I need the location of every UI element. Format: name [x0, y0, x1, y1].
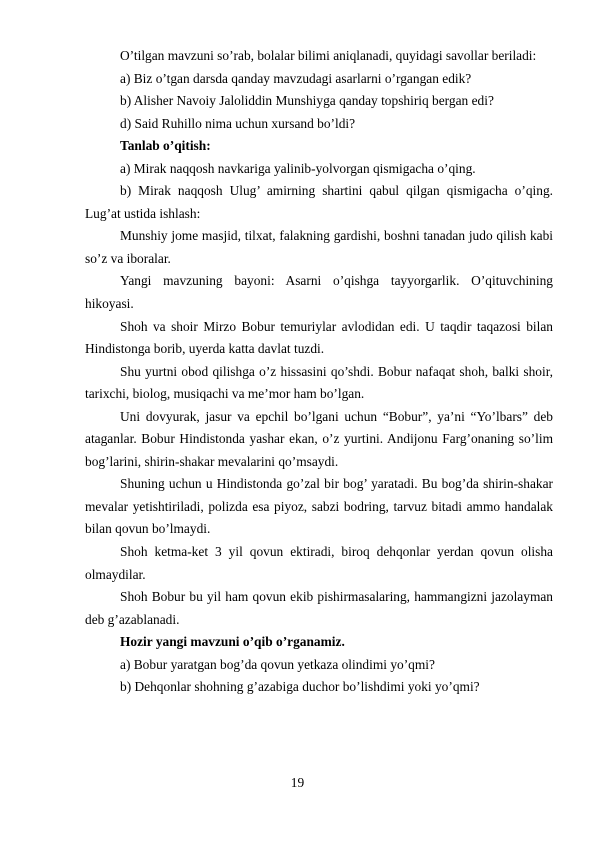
section-heading-new-topic: Hozir yangi mavzuni o’qib o’rganamiz. [120, 634, 345, 650]
story-paragraph-6: Shoh Bobur bu yil ham qovun ekib pishirmasalaring, hammangizni jazolayman deb g’azablanadi. [85, 589, 553, 627]
question-d: d) Said Ruhillo nima uchun xursand bo’ldi? [120, 115, 356, 131]
task-b: b) Mirak naqqosh Ulug’ amirning shartini qabul qilgan qismigacha o’qing. Lug’at ustida ishlash: [85, 183, 553, 221]
story-paragraph-4: Shuning uchun u Hindistonda go’zal bir bog’ yaratadi. Bu bog’da shirin-shakar mevalar yetishtiriladi, polizda esa piyoz, sabzi bodring, tarvuz bitadi ammo handalak bilan qovun bo’lmaydi. [85, 476, 553, 537]
paragraph-1: O’tilgan mavzuni so’rab, bolalar bilimi aniqlanadi, quyidagi savollar beriladi: [120, 48, 537, 63]
vocabulary-paragraph: Munshiy jome masjid, tilxat, falakning gardishi, boshni tanadan judo qilish kabi so’z va iboralar. [85, 228, 553, 266]
task-a: a) Mirak naqqosh navkariga yalinib-yolvorgan qismigacha o’qing. [120, 160, 476, 176]
new-topic-paragraph: Yangi mavzuning bayoni: Asarni o’qishga tayyorgarlik. O’qituvchining hikoyasi. [85, 273, 553, 312]
page-body [85, 45, 553, 699]
page-number: 19 [290, 775, 305, 790]
story-paragraph-5: Shoh ketma-ket 3 yil qovun ektiradi, biroq dehqonlar yerdan qovun olisha olmaydilar. [85, 544, 553, 582]
story-paragraph-1: Shoh va shoir Mirzo Bobur temuriylar avlodidan edi. U taqdir taqazosi bilan Hindistonga borib, uyerda katta davlat tuzdi. [85, 318, 553, 357]
final-question-b: b) Dehqonlar shohning g’azabiga duchor bo’lishdimi yoki yo’qmi? [120, 679, 480, 695]
story-paragraph-3: Uni dovyurak, jasur va epchil bo’lgani uchun “Bobur”, ya’ni “Yo’lbars” deb ataganlar. Bobur Hindistonda yashar ekan, o’z yurtini. Andijonu Farg’onaning so’lim bog’larini, shirin-shakar mevalarini qo’msaydi. [85, 408, 553, 469]
section-heading-tanlab: Tanlab o’qitish: [120, 138, 211, 154]
final-question-a: a) Bobur yaratgan bog’da qovun yetkaza olindimi yo’qmi? [120, 656, 435, 672]
question-b: b) Alisher Navoiy Jaloliddin Munshiyga qanday topshiriq bergan edi? [120, 93, 494, 109]
question-a: a) Biz o’tgan darsda qanday mavzudagi asarlarni o’rgangan edik? [120, 70, 472, 86]
story-paragraph-2: Shu yurtni obod qilishga o’z hissasini qo’shdi. Bobur nafaqat shoh, balki shoir, tarixchi, biolog, musiqachi va me’mor ham bo’lgan. [85, 363, 553, 402]
